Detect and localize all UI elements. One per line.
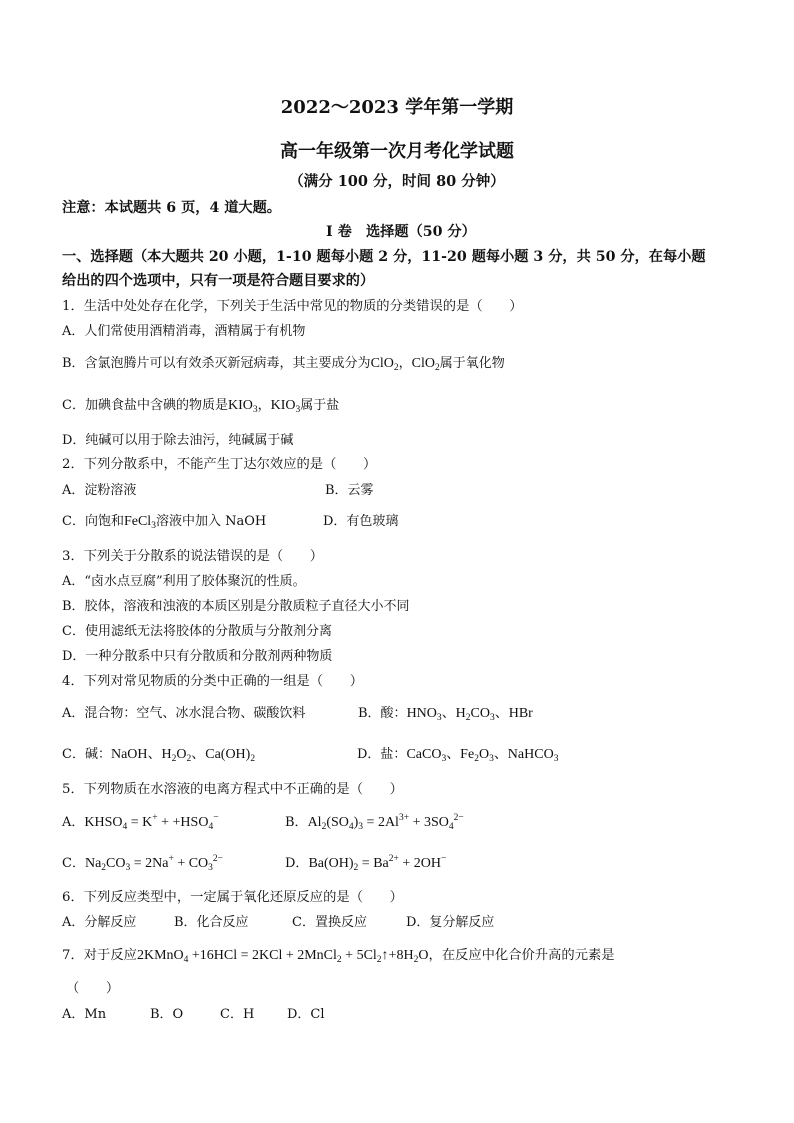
- q7-stem-post: ，在反应中化合价升高的元素是: [428, 948, 615, 963]
- q4-c-label: C．碱：: [62, 747, 111, 762]
- q7-option-b: B．O: [150, 1007, 184, 1022]
- formula-clo2: ClO$_2$: [411, 356, 440, 373]
- equation-baoh2: $Ba(OH)_2 = Ba^{2+} + 2OH^-$: [308, 854, 447, 873]
- q6-option-c: C．置换反应: [292, 915, 367, 930]
- q3-option-b: B．胶体，溶液和浊液的本质区别是分散质粒子直径大小不同: [62, 599, 410, 614]
- q6-stem: 6．下列反应类型中，一定属于氧化还原反应的是（ ）: [62, 890, 403, 905]
- q3-option-c: C．使用滤纸无法将胶体的分散质与分散剂分离: [62, 624, 332, 639]
- q4-b-label: B．酸：: [358, 706, 407, 721]
- equation-na2co3: $Na_2CO_3 = 2Na^+ + CO_3^{2-}$: [84, 854, 224, 873]
- q5-stem: 5．下列物质在水溶液的电离方程式中不正确的是（ ）: [62, 782, 403, 797]
- q1-c-pre: C．加碘食盐中含碘的物质是: [62, 398, 228, 413]
- q2-c-post: 溶液中加入 NaOH: [155, 514, 267, 529]
- q2-stem: 2．下列分散系中，不能产生丁达尔效应的是（ ）: [62, 457, 377, 472]
- q7-option-a: A．Mn: [62, 1007, 107, 1022]
- q1-b-post: 属于氧化物: [439, 356, 505, 371]
- q4-option-c: [62, 747, 255, 763]
- q5-b-label: B．: [285, 815, 308, 830]
- q4-option-b: [358, 706, 533, 722]
- q3-stem: 3．下列关于分散系的说法错误的是（ ）: [62, 549, 324, 564]
- q4-option-d: [357, 747, 558, 763]
- q5-option-d: [285, 856, 446, 872]
- year-line: 2022～2023 学年第一学期: [280, 97, 514, 118]
- q6-option-b: B．化合反应: [174, 915, 249, 930]
- q1-c-mid: ，: [257, 398, 271, 413]
- q7-stem-pre: 7．对于反应: [62, 948, 137, 963]
- q2-option-a: A．淀粉溶液: [62, 483, 137, 498]
- q5-option-a: [62, 815, 219, 831]
- q1-option-d: D．纯碱可以用于除去油污，纯碱属于碱: [62, 433, 294, 448]
- formula-kio3: $KIO_3$: [270, 398, 301, 415]
- q1-option-a: A．人们常使用酒精消毒，酒精属于有机物: [62, 324, 306, 339]
- part-title: I 卷 选择题（50 分）: [326, 224, 476, 240]
- equation-kmno4-hcl: 2KMnO$_4$ +16HCl = 2KCl + 2MnCl$_2$ + $5Cl_2↑+8H_2O$: [136, 948, 429, 965]
- q6-option-a: A．分解反应: [62, 915, 137, 930]
- formula-kio3: $KIO_3$: [227, 398, 258, 415]
- q1-b-pre: B．含氯泡腾片可以有效杀灭新冠病毒，其主要成分为: [62, 356, 371, 371]
- formula-bases: NaOH、$H_2O_2$、$Ca(OH)_2$: [110, 747, 256, 764]
- formula-fecl3: FeCl$_3$: [123, 514, 156, 531]
- q2-option-c: [62, 514, 266, 530]
- q7-paren: （ ）: [66, 981, 120, 996]
- equation-khso4: $KHSO_4 = K^+ + +HSO_4^-$: [84, 813, 219, 832]
- q3-option-d: D．一种分散系中只有分散质和分散剂两种物质: [62, 649, 333, 664]
- exam-title: 高一年级第一次月考化学试题: [280, 141, 514, 162]
- q5-c-label: C．: [62, 856, 85, 871]
- q2-option-d: D．有色玻璃: [323, 514, 399, 529]
- q1-option-c: [62, 398, 339, 414]
- notice: 注意：本试题共 6 页，4 道大题。: [62, 200, 281, 216]
- q5-a-label: A．: [62, 815, 85, 830]
- formula-salts: CaCO$_3$、$Fe_2O_3$、NaHCO$_3$: [406, 747, 559, 764]
- section1-line1: 一、选择题（本大题共 20 小题，1-10 题每小题 2 分，11-20 题每小题 3 分，共 50 分，在每小题: [62, 249, 706, 265]
- section1-line2: 给出的四个选项中，只有一项是符合题目要求的）: [62, 273, 375, 289]
- equation-al2so43: $Al_2(SO_4)_3 = 2Al^{3+} + 3SO_4^{2-}$: [307, 813, 464, 832]
- q5-option-b: [285, 815, 464, 831]
- q1-option-b: [62, 356, 505, 372]
- q5-option-c: [62, 856, 223, 872]
- q1-c-post: 属于盐: [300, 398, 340, 413]
- q7-option-d: D．Cl: [287, 1007, 325, 1022]
- q2-c-pre: C．向饱和: [62, 514, 124, 529]
- q7-option-c: C．H: [220, 1007, 255, 1022]
- q7-stem: [62, 948, 615, 964]
- q4-d-label: D．盐：: [357, 747, 407, 762]
- formula-clo2: ClO$_2$: [370, 356, 399, 373]
- q5-d-label: D．: [285, 856, 309, 871]
- q2-option-b: B．云雾: [325, 483, 374, 498]
- q1-b-mid: ，: [398, 356, 412, 371]
- q4-option-a: A．混合物：空气、冰水混合物、碳酸饮料: [62, 706, 306, 721]
- formula-acids: $HNO_3$、$H_2CO_3$、HBr: [406, 706, 533, 723]
- q6-option-d: D．复分解反应: [406, 915, 495, 930]
- q1-stem: 1．生活中处处存在化学，下列关于生活中常见的物质的分类错误的是（ ）: [62, 299, 523, 314]
- exam-info: （满分 100 分，时间 80 分钟）: [289, 173, 505, 190]
- q4-stem: 4．下列对常见物质的分类中正确的一组是（ ）: [62, 674, 363, 689]
- q3-option-a: A．“卤水点豆腐”利用了胶体聚沉的性质。: [62, 574, 306, 589]
